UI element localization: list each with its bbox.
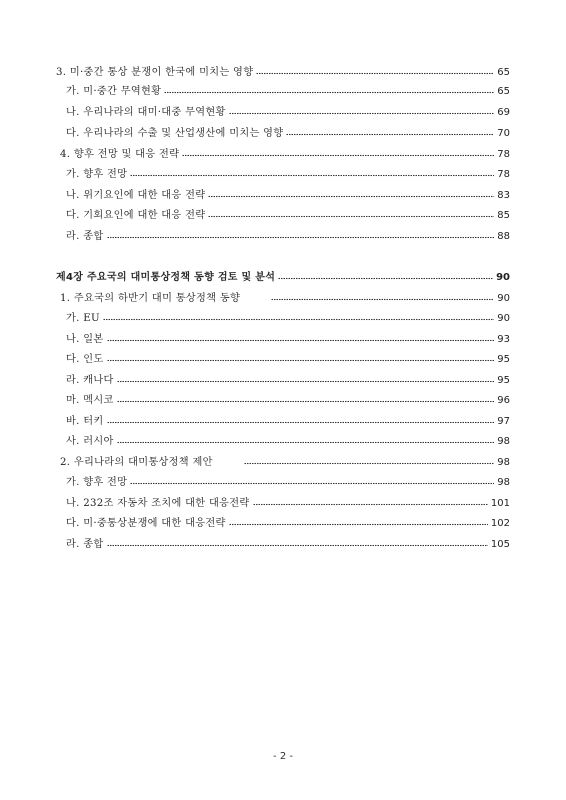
page-number: - 2 - <box>273 751 293 762</box>
toc-entry-page: 98 <box>497 477 510 488</box>
toc-entry[interactable] <box>66 333 510 347</box>
dot-leader <box>229 111 495 115</box>
dot-leader <box>244 461 494 465</box>
toc-entry-page: 90 <box>497 293 510 304</box>
dot-leader <box>286 132 494 136</box>
toc-entry-label: 가. 미·중간 무역현황 <box>66 86 162 97</box>
toc-entry-page: 85 <box>497 210 510 221</box>
toc-entry[interactable] <box>60 148 510 162</box>
toc-entry-page: 98 <box>497 457 510 468</box>
toc-entry-label: 다. 인도 <box>66 354 104 365</box>
toc-entry-label: 라. 캐나다 <box>66 375 114 386</box>
toc-entry-page: 95 <box>497 375 510 386</box>
toc-entry-label: 마. 멕시코 <box>66 395 114 406</box>
toc-entry-label: 3. 미·중간 통상 분쟁이 한국에 미치는 영향 <box>56 67 254 78</box>
toc-entry-page: 90 <box>497 313 510 324</box>
toc-entry-label: 바. 터키 <box>66 416 104 427</box>
dot-leader <box>107 235 495 239</box>
toc-entry-label: 나. 우리나라의 대미·대중 무역현황 <box>66 107 226 118</box>
toc-entry-page: 69 <box>497 107 510 118</box>
toc-entry-page: 70 <box>497 128 510 139</box>
toc-entry[interactable] <box>66 435 510 449</box>
toc-entry[interactable] <box>66 353 510 367</box>
toc-entry-label: 가. 향후 전망 <box>66 477 128 488</box>
toc-entry-label: 4. 향후 전망 및 대응 전략 <box>60 149 180 160</box>
toc-entry[interactable] <box>66 209 510 223</box>
toc-entry[interactable] <box>66 189 510 203</box>
toc-entry[interactable] <box>66 497 510 511</box>
toc-entry-label: 다. 미·중통상분쟁에 대한 대응전략 <box>66 518 226 529</box>
toc-entry[interactable] <box>60 456 510 470</box>
toc-entry[interactable] <box>66 312 510 326</box>
dot-leader <box>130 173 494 177</box>
toc-entry-label: 다. 우리나라의 수출 및 산업생산에 미치는 영향 <box>66 128 284 139</box>
toc-entry-page: 78 <box>497 169 510 180</box>
toc-entry-label: 1. 주요국의 하반기 대미 통상정책 동향 <box>60 293 241 304</box>
toc-entry-page: 98 <box>497 436 510 447</box>
toc-entry-page: 90 <box>496 272 510 283</box>
toc-entry-label: 가. EU <box>66 313 100 324</box>
toc-entry[interactable] <box>66 415 510 429</box>
toc-entry[interactable] <box>66 168 510 182</box>
toc-entry-label: 가. 향후 전망 <box>66 169 128 180</box>
toc-entry-page: 97 <box>497 416 510 427</box>
dot-leader <box>271 297 494 301</box>
dot-leader <box>130 481 494 485</box>
toc-entry[interactable] <box>66 394 510 408</box>
toc-entry[interactable] <box>66 517 510 531</box>
toc-entry-label: 제4장 주요국의 대미통상정책 동향 검토 및 분석 <box>56 272 276 283</box>
toc-entry-page: 78 <box>497 149 510 160</box>
dot-leader <box>182 153 494 157</box>
toc-entry-page: 88 <box>497 231 510 242</box>
dot-leader <box>164 90 494 94</box>
toc-entry[interactable] <box>66 127 510 141</box>
dot-leader <box>107 420 495 424</box>
toc-entry[interactable] <box>56 66 510 80</box>
dot-leader <box>103 317 494 321</box>
dot-leader <box>107 338 495 342</box>
toc-entry[interactable] <box>66 374 510 388</box>
toc-entry-label: 2. 우리나라의 대미통상정책 제안 <box>60 457 213 468</box>
dot-leader <box>278 276 493 280</box>
toc-entry-page: 102 <box>490 518 510 529</box>
toc-entry-page: 65 <box>497 67 510 78</box>
toc-entry-label: 라. 종합 <box>66 231 104 242</box>
toc-entry-page: 83 <box>497 190 510 201</box>
dot-leader <box>117 379 495 383</box>
toc-chapter-entry[interactable] <box>56 271 510 285</box>
dot-leader <box>208 214 494 218</box>
dot-leader <box>117 399 495 403</box>
dot-leader <box>256 71 494 75</box>
toc-entry-page: 95 <box>497 354 510 365</box>
toc-entry-label: 다. 기회요인에 대한 대응 전략 <box>66 210 206 221</box>
toc-entry[interactable] <box>66 106 510 120</box>
toc-entry[interactable] <box>66 538 510 552</box>
dot-leader <box>107 543 488 547</box>
toc-entry-page: 93 <box>497 334 510 345</box>
dot-leader <box>229 522 488 526</box>
toc-entry-label: 나. 232조 자동차 조치에 대한 대응전략 <box>66 498 250 509</box>
toc-entry-label: 사. 러시아 <box>66 436 114 447</box>
toc-entry-label: 나. 일본 <box>66 334 104 345</box>
toc-entry-page: 96 <box>497 395 510 406</box>
toc-entry[interactable] <box>66 476 510 490</box>
dot-leader <box>253 502 488 506</box>
toc-entry-page: 65 <box>497 86 510 97</box>
toc-entry[interactable] <box>66 85 510 99</box>
dot-leader <box>107 358 495 362</box>
toc-entry-label: 나. 위기요인에 대한 대응 전략 <box>66 190 206 201</box>
dot-leader <box>208 194 494 198</box>
dot-leader <box>117 440 495 444</box>
toc-entry-label: 라. 종합 <box>66 539 104 550</box>
toc-entry-page: 105 <box>490 539 510 550</box>
toc-entry-page: 101 <box>490 498 510 509</box>
toc-entry[interactable] <box>60 292 510 306</box>
toc-entry[interactable] <box>66 230 510 244</box>
